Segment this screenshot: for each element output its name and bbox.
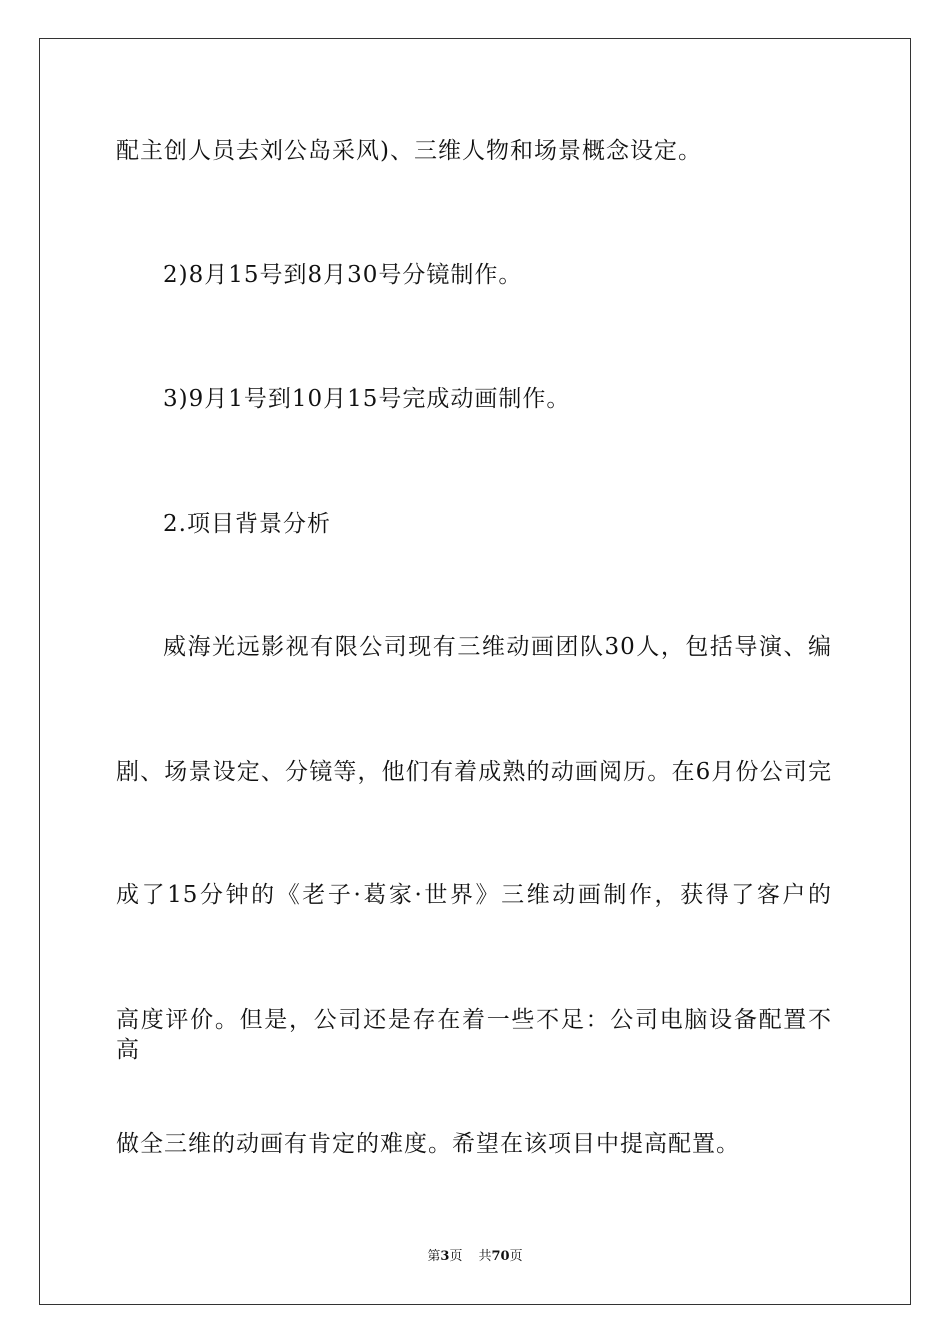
footer-page-number: 3 — [440, 1249, 450, 1264]
footer-total-suffix: 页 — [509, 1249, 523, 1264]
paragraph-line-2: 2)8月15号到8月30号分镜制作。 — [163, 262, 523, 288]
paragraph-line-8: 高度评价。但是，公司还是存在着一些不足：公司电脑设备配置不高 — [116, 1007, 832, 1063]
page-frame — [39, 38, 911, 1305]
footer-total-number: 70 — [491, 1249, 510, 1264]
paragraph-line-7: 成了15分钟的《老子·葛家·世界》三维动画制作，获得了客户的 — [116, 882, 832, 908]
paragraph-line-9: 做全三维的动画有肯定的难度。希望在该项目中提高配置。 — [116, 1131, 740, 1157]
footer-page-suffix: 页 — [449, 1249, 463, 1264]
footer-total-prefix: 共 — [478, 1249, 492, 1264]
page-footer — [0, 1248, 950, 1266]
paragraph-line-3: 3)9月1号到10月15号完成动画制作。 — [163, 386, 571, 412]
paragraph-line-5: 威海光远影视有限公司现有三维动画团队30人，包括导演、编 — [163, 634, 832, 660]
section-heading: 2.项目背景分析 — [163, 511, 331, 537]
paragraph-line-6: 剧、场景设定、分镜等，他们有着成熟的动画阅历。在6月份公司完 — [116, 759, 832, 785]
footer-page-prefix: 第 — [427, 1249, 441, 1264]
paragraph-line-1: 配主创人员去刘公岛采风)、三维人物和场景概念设定。 — [116, 138, 702, 164]
